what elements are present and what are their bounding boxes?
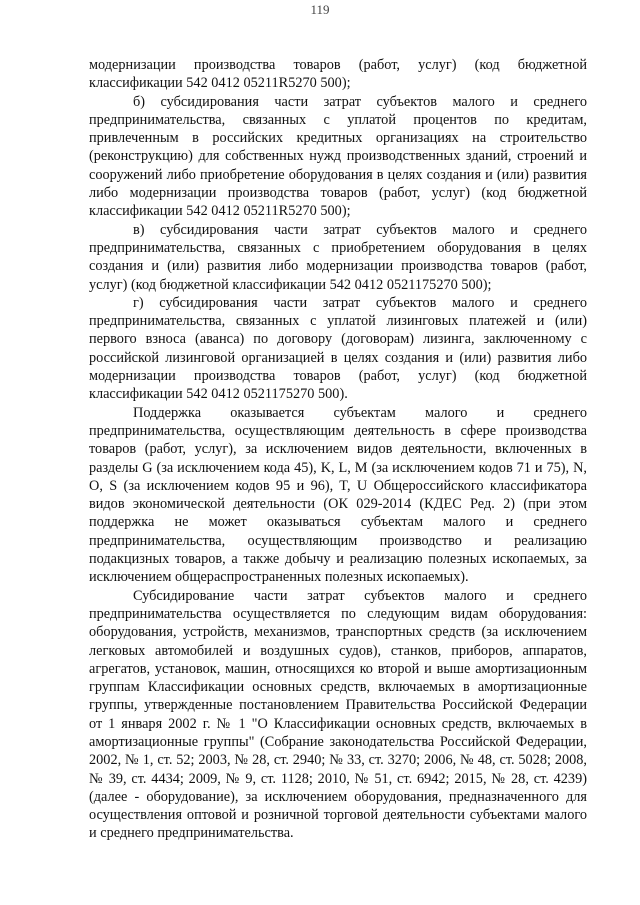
paragraph-support-conditions: Поддержка оказывается субъектам малого и среднего предпринимательства, осуществляющим деятельность в сфере производства товаров (работ, услуг), за исключением видов деятельности, включенных в разделы G (за исключением кода 45), K, L, M (за исключением кодов 71 и 75), N, O, S (за исключением кодов 95 и 96), T, U Общероссийского классификатора видов экономической деятельности (ОК 029-2014 (КДЕС Ред. 2) (при этом поддержка не может оказываться субъектам малого и среднего предпринимательства, осуществляющим производство и реализацию подакцизных товаров, а также добычу и реализацию полезных ископаемых, за исключением общераспространенных полезных ископаемых).	[89, 404, 587, 586]
document-body	[89, 56, 587, 843]
paragraph-continuation: модернизации производства товаров (работ, услуг) (код бюджетной классификации 542 0412 05211R5270 500);	[89, 57, 587, 92]
paragraph-item-b: б) субсидирования части затрат субъектов малого и среднего предпринимательства, связанных с уплатой процентов по кредитам, привлеченным в российских кредитных организациях на строительство (реконструкцию) для собственных нужд производственных зданий, строений и сооружений либо приобретение оборудования в целях создания и (или) развития либо модернизации производства товаров (работ, услуг) (код бюджетной классификации 542 0412 05211R5270 500);	[89, 93, 587, 220]
page-number: 119	[310, 2, 330, 17]
paragraph-item-v: в) субсидирования части затрат субъектов малого и среднего предпринимательства, связанных с приобретением оборудования в целях создания и (или) развития либо модернизации производства товаров (работ, услуг) (код бюджетной классификации 542 0412 0521175270 500);	[89, 221, 587, 293]
paragraph-item-g: г) субсидирования части затрат субъектов малого и среднего предпринимательства, связанных с уплатой лизинговых платежей и (или) первого взноса (аванса) по договору (договорам) лизинга, заключенному с российской лизинговой организацией в целях создания и (или) развития либо модернизации производства товаров (работ, услуг) (код бюджетной классификации 542 0412 0521175270 500).	[89, 294, 587, 403]
paragraph-equipment-types: Субсидирование части затрат субъектов малого и среднего предпринимательства осуществляется по следующим видам оборудования: оборудования, устройств, механизмов, транспортных средств (за исключением легковых автомобилей и воздушных судов), станков, приборов, аппаратов, агрегатов, установок, машин, относящихся ко второй и выше амортизационным группам Классификации основных средств, включаемых в амортизационные группы, утвержденные постановлением Правительства Российской Федерации от 1 января 2002 г. № 1 "О Классификации основных средств, включаемых в амортизационные группы" (Собрание законодательства Российской Федерации, 2002, № 1, ст. 52; 2003, № 28, ст. 2940; № 33, ст. 3270; 2006, № 48, ст. 5028; 2008, № 39, ст. 4434; 2009, № 9, ст. 1128; 2010, № 51, ст. 6942; 2015, № 28, ст. 4239) (далее - оборудование), за исключением оборудования, предназначенного для осуществления оптовой и розничной торговой деятельности субъектами малого и среднего предпринимательства.	[89, 587, 587, 842]
